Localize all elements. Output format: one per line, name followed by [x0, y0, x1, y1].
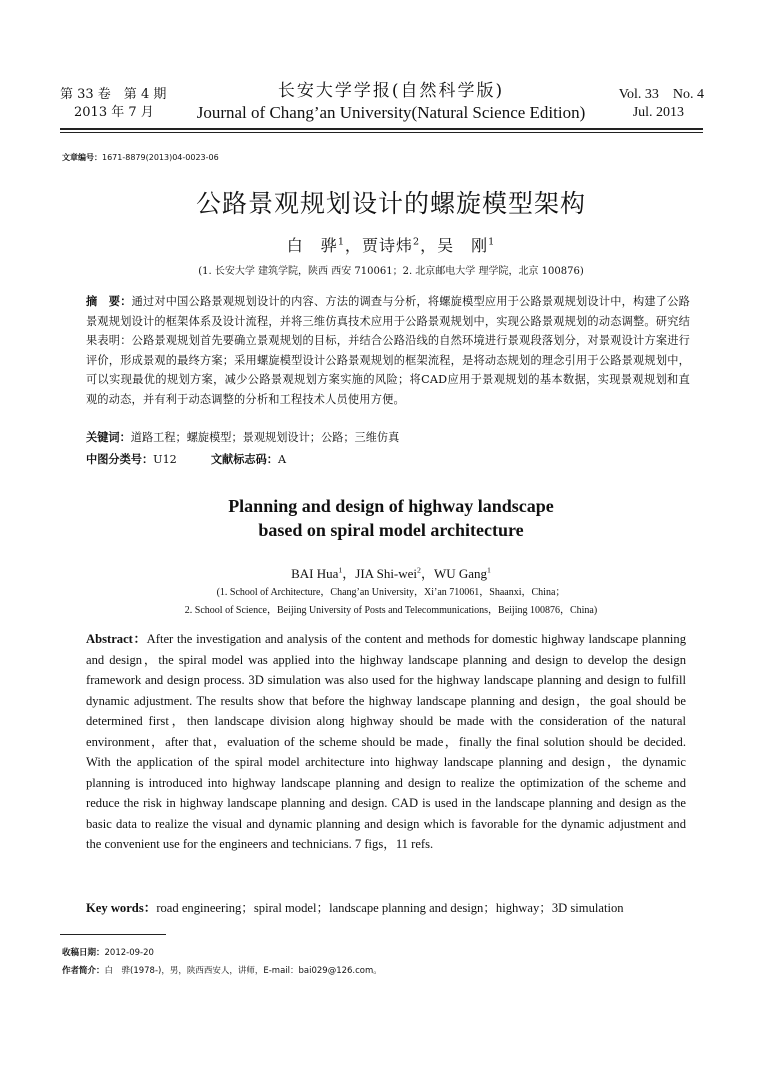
author-zh-2: 贾诗炜 — [361, 236, 413, 255]
authors-zh — [0, 233, 782, 256]
author-en-3: WU Gang — [433, 566, 488, 581]
author-bio-label: 作者简介： — [62, 966, 105, 976]
paper-title-zh: 公路景观规划设计的螺旋模型架构 — [195, 189, 586, 218]
keywords-en-label: Key words： — [86, 901, 157, 915]
author-en-2-sup: 2 — [417, 565, 421, 575]
keywords-zh — [86, 429, 690, 447]
paper-title-en-line-2: based on spiral model architecture — [258, 520, 524, 540]
doc-code-value: A — [277, 453, 287, 466]
volume-issue-en: Vol. 33 No. 4 — [618, 87, 704, 102]
doc-code-label: 文献标志码： — [210, 453, 278, 466]
abstract-en-label: Abstract： — [86, 632, 147, 646]
abstract-en — [86, 629, 686, 855]
abstract-en-text: After the investigation and analysis of the content and methods for domestic highway landscape planning and design，the spiral model was applied into the highway landscape planning and design to develop the design framework and design process. 3D simulation was also used for the highway landscape planning and design to fulfill dynamic adjustment. The results show that before the highway landscape planning and design，the goal should be determined first，then landscape division along highway should be made with the consideration of the natural environment，after that，evaluation of the scheme should be made，finally the final solution should be decided. With the application of the spiral model architecture into highway landscape planning and design，the dynamic planning is introduced into highway landscape planning and design to realize the optimization of the scheme and reduce the risk in highway landscape planning and design. CAD is used in the landscape planning and design as the basic data to realize the visual and dynamic planning and design which is favorable for the dynamic adjustment and the convenient use for the engineers and technicians. 7 figs，11 refs. — [86, 632, 686, 851]
header-right — [619, 86, 704, 122]
affiliation-en-line-1: (1. School of Architecture，Chang’an University，Xi’an 710061，Shaanxi，China； — [216, 587, 566, 598]
author-en-2: JIA Shi-wei — [355, 566, 418, 581]
volume-issue-zh: 第 33 卷 第 4 期 — [60, 87, 167, 102]
author-zh-2-sup: 2 — [412, 236, 421, 248]
journal-title-zh: 长安大学学报(自然科学版) — [277, 81, 505, 101]
received-label: 收稿日期： — [62, 948, 105, 958]
author-en-1-sup: 1 — [338, 565, 343, 575]
affiliations-en — [0, 584, 782, 620]
footnote — [62, 944, 382, 980]
author-zh-3: 吴 刚 — [437, 236, 489, 255]
header-rule-thin — [60, 132, 703, 133]
clc-label: 中图分类号： — [86, 453, 154, 466]
header-rule-thick — [60, 128, 703, 130]
author-zh-sep-2: ， — [420, 236, 438, 255]
date-en: Jul. 2013 — [632, 105, 685, 120]
abstract-zh-text: 通过对中国公路景观规划设计的内容、方法的调查与分析，将螺旋模型应用于公路景观规划设计中，构建了公路景观规划设计的框架体系及设计流程，并将三维仿真技术应用于公路景观规划中，实现公路景观规划的动态调整。研究结果表明：公路景观规划首先要确立景观规划的目标，并结合公路沿线的自然环境进行景观段落划分，对景观设计方案进行评价，形成景观的最终方案；采用螺旋模型设计公路景观规划的框架流程，是将动态规划的理念引用于公路景观规划中，可以实现最优的规划方案，减少公路景观规划方案实施的风险；将CAD应用于景观规划的基本数据，实现景观规划和直观的动态，并有利于动态调整的分析和工程技术人员使用方便。 — [86, 295, 690, 406]
author-zh-1: 白 骅 — [286, 236, 338, 255]
author-zh-3-sup: 1 — [488, 236, 496, 248]
author-en-1: BAI Hua — [291, 566, 339, 581]
date-zh: 2013 年 7 月 — [74, 105, 154, 120]
received-date — [62, 944, 382, 962]
paper-title-en — [0, 494, 782, 542]
author-zh-1-sup: 1 — [337, 236, 345, 248]
author-bio — [62, 962, 382, 980]
abstract-zh-label: 摘 要： — [86, 295, 132, 308]
footnote-rule — [60, 934, 166, 935]
paper-title-en-line-1: Planning and design of highway landscape — [228, 496, 554, 516]
author-en-sep-2: ， — [420, 566, 434, 581]
abstract-zh — [86, 292, 690, 409]
author-en-sep-1: ， — [342, 566, 356, 581]
author-bio-text: 白 骅(1978-)，男，陕西西安人，讲师，E-mail：bai029@126.com。 — [104, 966, 382, 976]
authors-en — [0, 563, 782, 582]
clc-value: U12 — [153, 453, 177, 466]
classification-zh — [86, 451, 690, 469]
received-value: 2012-09-20 — [104, 948, 154, 958]
keywords-zh-label: 关键词： — [86, 431, 131, 444]
affiliation-en-line-2: 2. School of Science，Beijing University of Posts and Telecommunications，Beijing 100876，China) — [184, 605, 598, 616]
keywords-zh-text: 道路工程；螺旋模型；景观规划设计；公路；三维仿真 — [130, 431, 400, 444]
article-number — [62, 152, 219, 163]
keywords-en — [86, 898, 686, 918]
keywords-en-text: road engineering；spiral model；landscape planning and design；highway；3D simulation — [156, 901, 624, 915]
author-en-3-sup: 1 — [487, 565, 491, 575]
journal-title-en: Journal of Chang’an University(Natural Science Edition) — [196, 103, 586, 122]
article-number-value: 1671-8879(2013)04-0023-06 — [102, 153, 219, 162]
article-number-label: 文章编号： — [62, 153, 102, 162]
affiliations-zh: (1. 长安大学 建筑学院，陕西 西安 710061；2. 北京邮电大学 理学院，北京 100876) — [198, 266, 584, 277]
author-zh-sep-1: ， — [344, 236, 362, 255]
